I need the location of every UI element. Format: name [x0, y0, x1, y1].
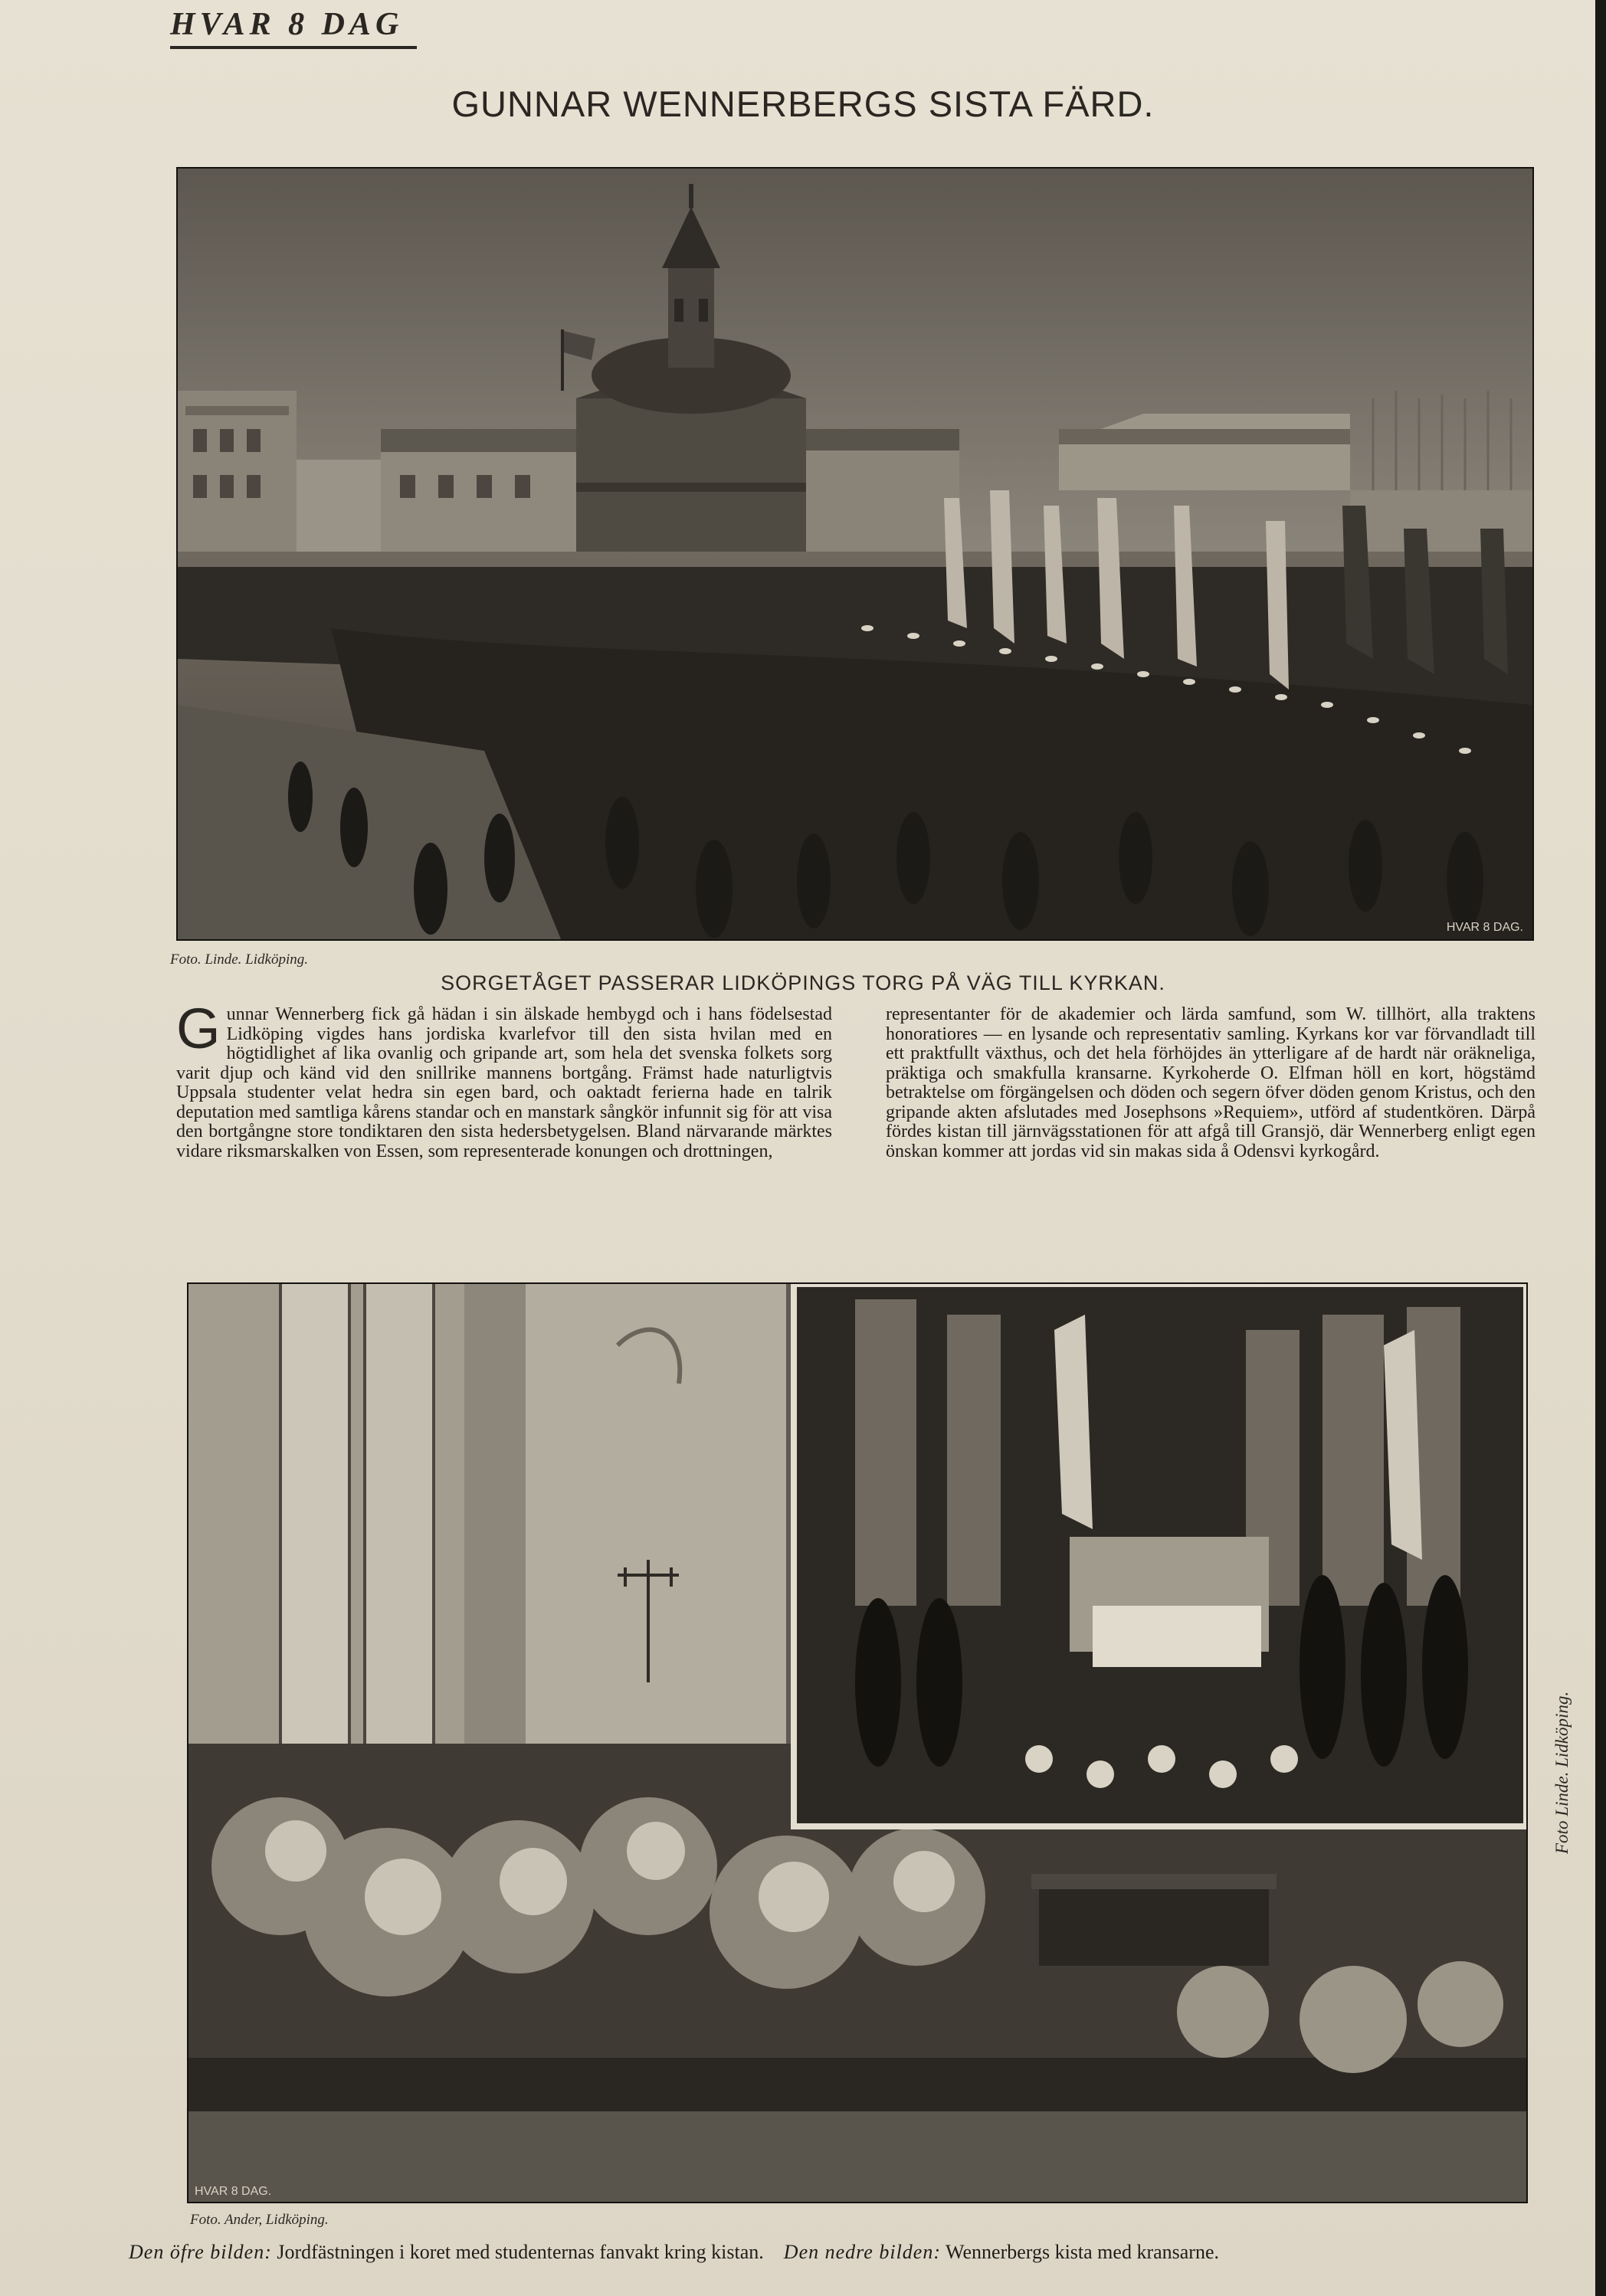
caption-label-upper: Den öfre bilden: [129, 2241, 272, 2263]
procession-photo-image [178, 169, 1532, 939]
page-binding-edge [1595, 0, 1606, 2296]
procession-photo [176, 167, 1534, 941]
bottom-photo-credit: Foto. Ander, Lidköping. [190, 2212, 329, 2228]
bottom-caption [129, 2241, 1219, 2264]
caption-text-upper: Jordfästningen i koret med studenternas fanvakt kring kistan. [277, 2241, 764, 2263]
masthead-rule [170, 46, 417, 49]
article-column-left [176, 997, 832, 1161]
caption-label-lower: Den nedre bilden: [783, 2241, 941, 2263]
side-photo-credit: Foto Linde. Lidköping. [1552, 1691, 1572, 1854]
top-photo-credit: Foto. Linde. Lidköping. [170, 951, 308, 968]
caption-text-lower: Wennerbergs kista med kransarne. [946, 2241, 1219, 2263]
photo-watermark: HVAR 8 DAG. [1446, 921, 1523, 934]
article-left-text: unnar Wennerberg fick gå hädan i sin älskade hembygd och i hans födelsestad Lidköping vigdes hans jordiska kvarlefvor till den sista hvilan med en högtidlighet af lika ovanlig och gripande art, som hela det svenska folkets sorg varit djup och känd vid den snillrike mannens bortgång. Främst hade naturligtvis Uppsala studenter velat hedra sin egen bard, och oaktadt ferierna hade en talrik deputation med samtliga kårens standar och en manstark sångkör infunnit sig för att visa den bortgångne store tondiktaren den sista hedersbetygelsen. Bland närvarande märktes vidare riksmarskalken von Essen, som representerade konungen och drottningen, [176, 1004, 832, 1161]
masthead: HVAR 8 DAG [170, 7, 404, 42]
article-column-right: representanter för de akademier och lärda samfund, som W. tillhört, alla traktens honoratiores — en lysande och representativ samling. Kyrkans kor var förvandladt till ett praktfullt växthus, och det hela förhöjdes än ytterligare af de hardt när oräkneliga, präktiga och smakfulla kransarne. Kyrkoherde O. Elfman höll en kort, högstämd betraktelse om förgängelsen och döden och segern öfver döden genom Kristus, och den gripande akten afslutades med Josephsons »Requiem», utförd af studentkören. Därpå fördes kistan till järnvägsstationen för att afgå till Gransjö, där Wennerberg enligt egen önskan kommer att jordas vid sin makas sida å Odensvi kyrkogård. [886, 1004, 1536, 1161]
dropcap: G [176, 997, 221, 1060]
church-interior-photo [187, 1282, 1528, 2203]
headline: GUNNAR WENNERBERGS SISTA FÄRD. [451, 84, 1155, 124]
top-photo-caption: SORGETÅGET PASSERAR LIDKÖPINGS TORG PÅ VÄG TILL KYRKAN. [441, 971, 1165, 994]
bottom-photo-watermark: HVAR 8 DAG. [195, 2185, 272, 2198]
church-interior-image [188, 1284, 1526, 2202]
